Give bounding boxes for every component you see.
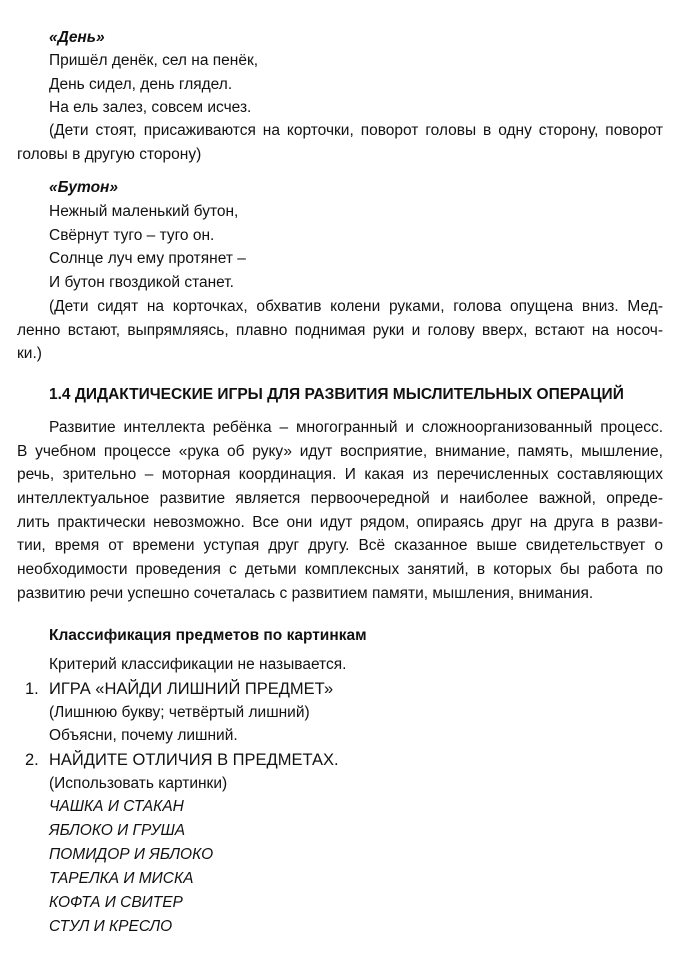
paragraph-line: речь, зрительно – моторная координация. И какая из перечисленных составляющих <box>17 466 663 483</box>
paragraph-line: интеллектуальное развитие является первоочередной и наиболее важной, опреде- <box>17 490 663 507</box>
instruction-line: головы в другую сторону) <box>17 146 202 163</box>
list-item-note: (Использовать картинки) <box>49 775 228 792</box>
pair-item: ЯБЛОКО И ГРУША <box>49 822 186 839</box>
list-item-title: ИГРА «НАЙДИ ЛИШНИЙ ПРЕДМЕТ» <box>49 680 334 698</box>
pair-item: КОФТА И СВИТЕР <box>49 894 183 911</box>
instruction-line: (Дети сидят на корточках, обхватив колени руками, голова опущена вниз. Мед- <box>49 298 663 315</box>
paragraph-line: необходимости проведения с детьми комплексных занятий, в которых бы работа по <box>17 561 663 578</box>
poem-line: Нежный маленький бутон, <box>49 203 239 220</box>
poem-title: «День» <box>49 29 105 46</box>
paragraph-line: Развитие интеллекта ребёнка – многогранный и сложноорганизованный процесс. <box>49 419 663 436</box>
pair-item: ПОМИДОР И ЯБЛОКО <box>49 846 214 863</box>
poem-line: День сидел, день глядел. <box>49 76 233 93</box>
pair-item: СТУЛ И КРЕСЛО <box>49 918 173 935</box>
list-number: 1. <box>25 680 39 698</box>
list-item-title: НАЙДИТЕ ОТЛИЧИЯ В ПРЕДМЕТАХ. <box>49 751 339 769</box>
criterion-text: Критерий классификации не называется. <box>49 656 347 673</box>
list-item-note: (Лишнюю букву; четвёртый лишний) <box>49 704 310 721</box>
pair-item: ЧАШКА И СТАКАН <box>49 798 184 815</box>
list-number: 2. <box>25 751 39 769</box>
poem-title: «Бутон» <box>49 179 119 196</box>
poem-line: И бутон гвоздикой станет. <box>49 274 234 291</box>
list-item-note: Объясни, почему лишний. <box>49 727 238 744</box>
paragraph-line: тии, время от времени уступая друг другу. Всё сказанное выше свидетельствует о <box>17 537 663 554</box>
poem-line: Свёрнут туго – туго он. <box>49 227 215 244</box>
subheading: Классификация предметов по картинкам <box>49 627 367 644</box>
section-heading: 1.4 ДИДАКТИЧЕСКИЕ ИГРЫ ДЛЯ РАЗВИТИЯ МЫСЛИТЕЛЬНЫХ ОПЕРАЦИЙ <box>49 386 624 403</box>
instruction-line: ленно встают, выпрямляясь, плавно поднимая руки и голову вверх, встают на носоч- <box>17 322 663 339</box>
poem-line: Пришёл денёк, сел на пенёк, <box>49 52 259 69</box>
poem-line: На ель залез, совсем исчез. <box>49 99 252 116</box>
instruction-line: ки.) <box>17 345 42 362</box>
paragraph-line: развитию речи успешно сочеталась с развитием памяти, мышления, внимания. <box>17 585 594 602</box>
instruction-line: (Дети стоят, присаживаются на корточки, поворот головы в одну сторону, поворот <box>49 122 663 139</box>
paragraph-line: лить практически невозможно. Все они идут рядом, опираясь друг на друга в разви- <box>17 514 663 531</box>
paragraph-line: В учебном процессе «рука об руку» идут восприятие, внимание, память, мышление, <box>17 443 663 460</box>
poem-line: Солнце луч ему протянет – <box>49 250 246 267</box>
pair-item: ТАРЕЛКА И МИСКА <box>49 870 194 887</box>
